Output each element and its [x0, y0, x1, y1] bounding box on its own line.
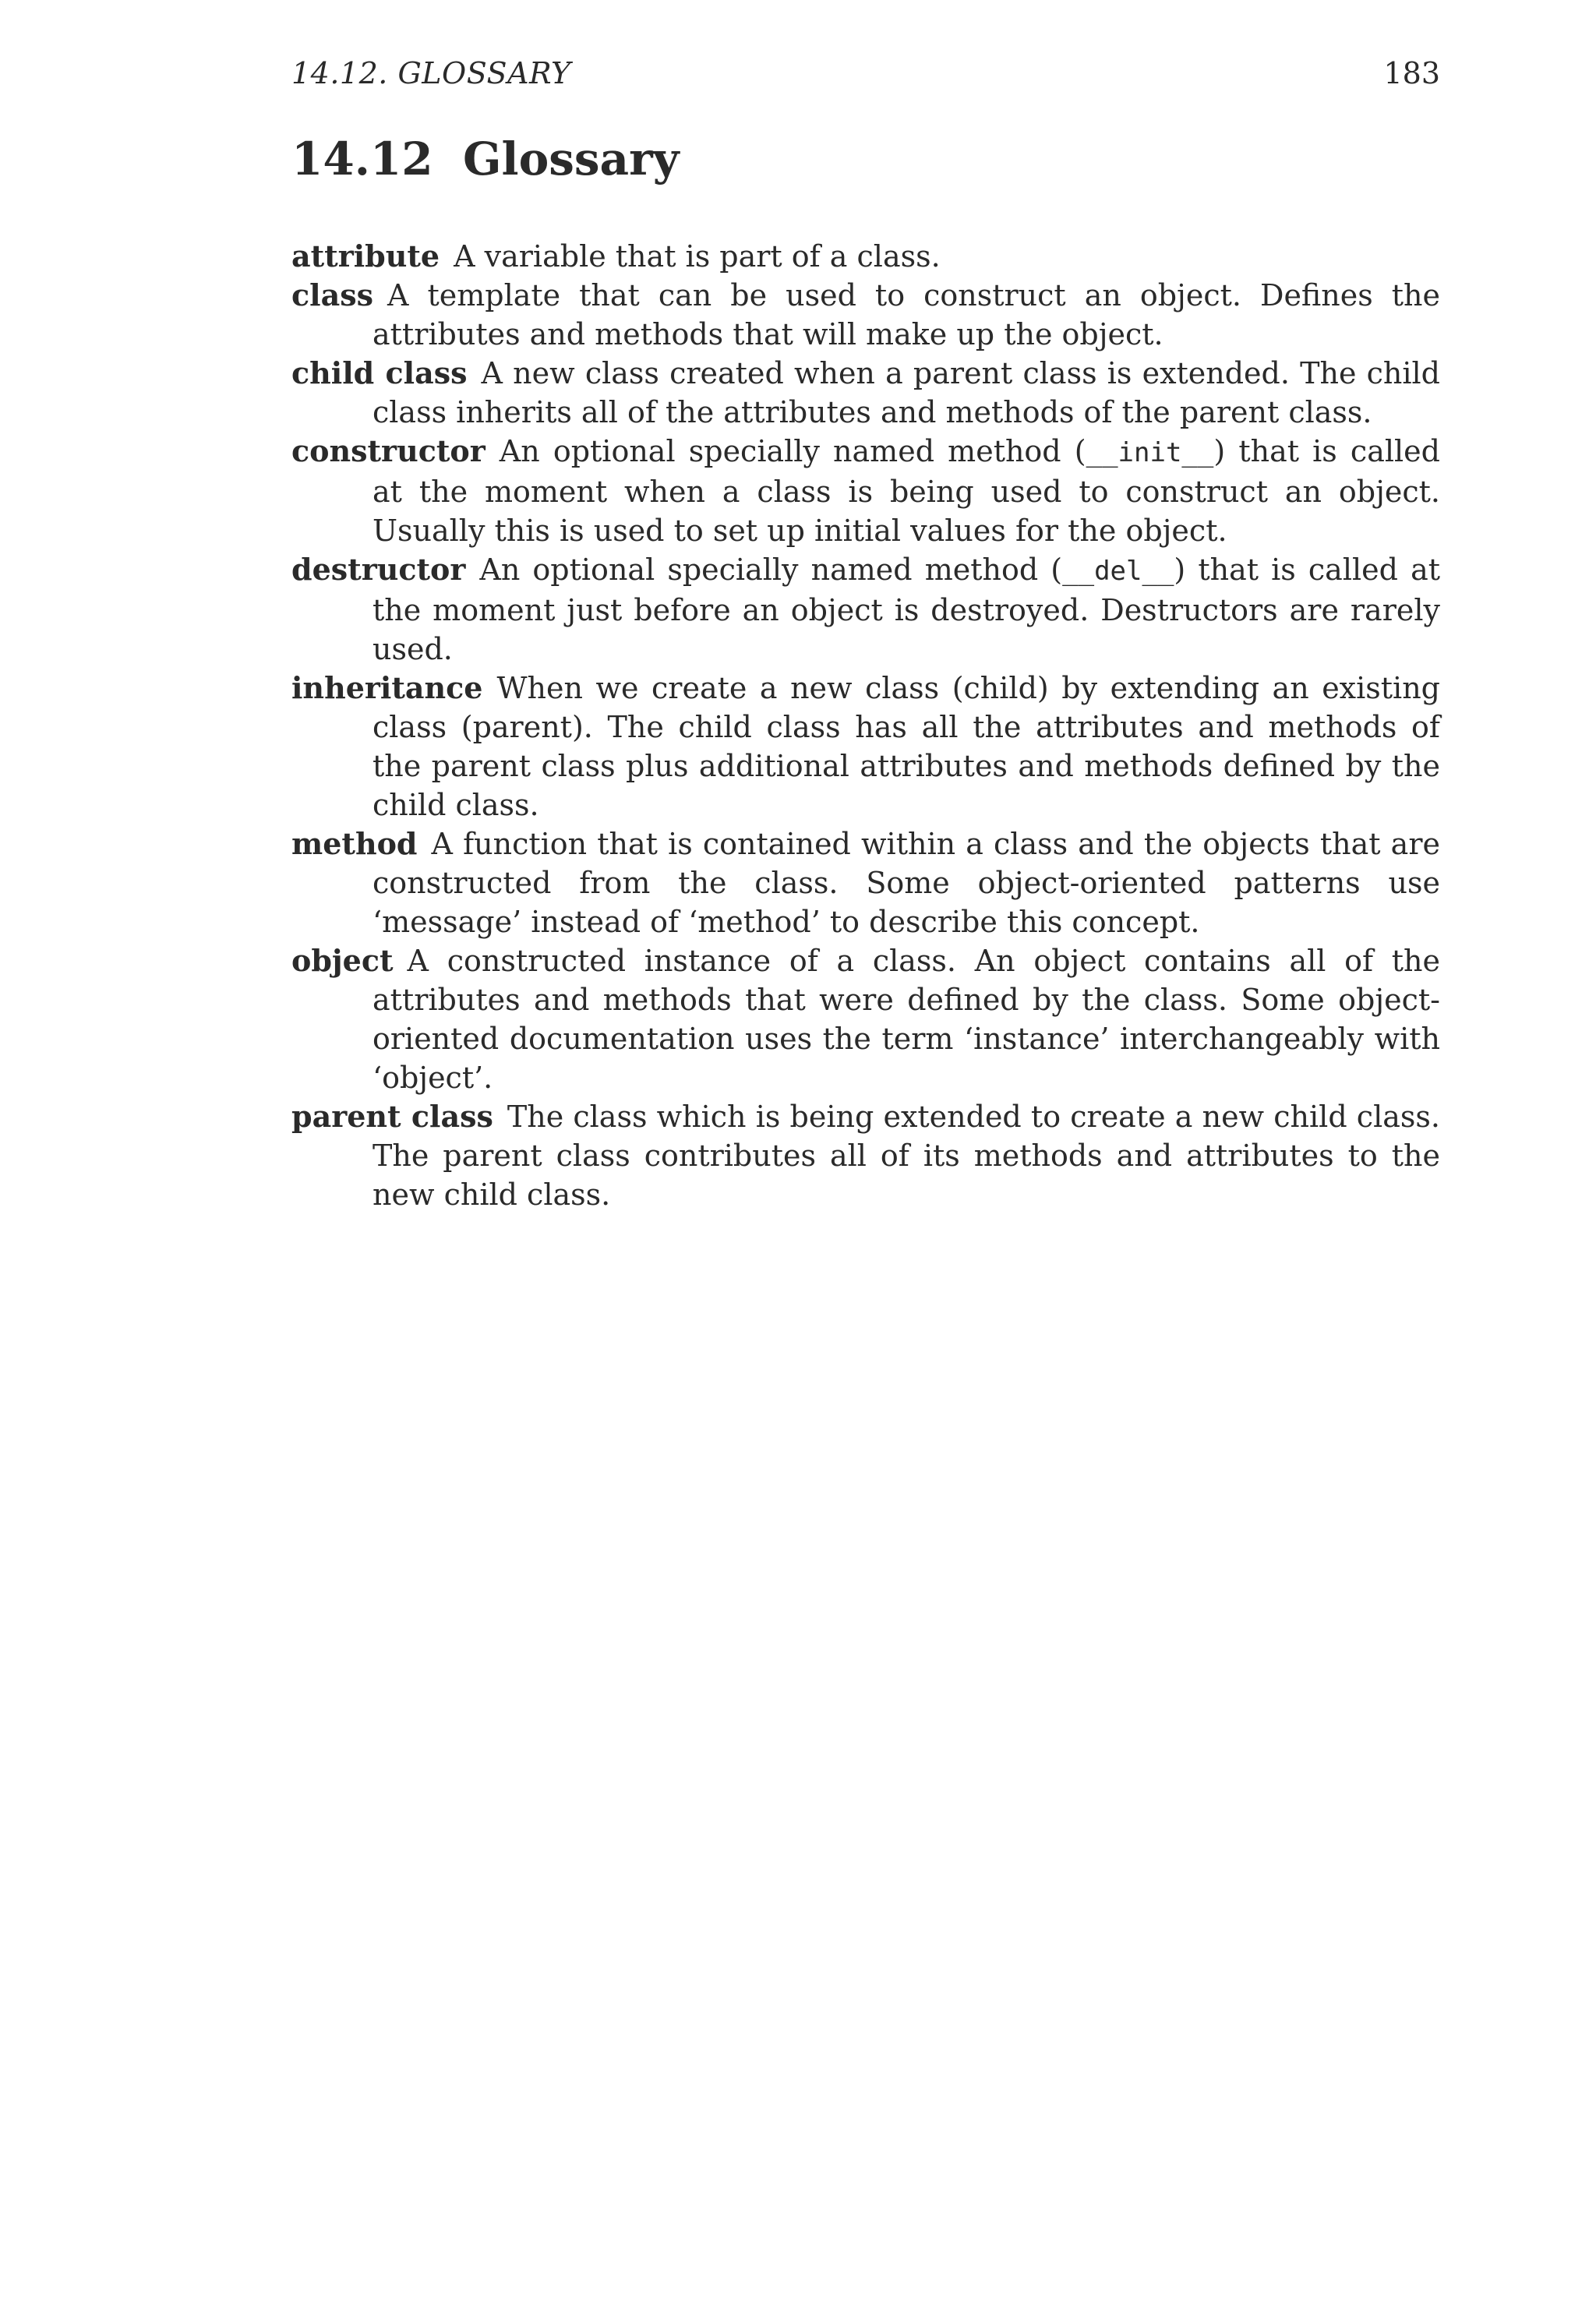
glossary-entry-inheritance	[291, 669, 1440, 824]
glossary-entry-destructor	[291, 550, 1440, 669]
glossary-definition: A variable that is part of a class.	[454, 239, 941, 274]
glossary-entry-parent-class	[291, 1097, 1440, 1214]
section-title: Glossary	[463, 132, 680, 185]
glossary-definition: A constructed instance of a class. An object contains all of the attributes and methods that were defined by the class. Some object-oriented documentation uses the term ‘instance’ interchangeably with ‘object’.	[373, 944, 1440, 1095]
glossary-list	[291, 237, 1440, 1214]
glossary-term: constructor	[291, 433, 486, 468]
glossary-entry-constructor	[291, 432, 1440, 550]
glossary-entry-class	[291, 276, 1440, 354]
glossary-term: class	[291, 277, 373, 312]
glossary-definition: When we create a new class (child) by extending an existing class (parent). The child class has all the attributes and methods of the parent class plus additional attributes and methods defined by the child class.	[373, 671, 1440, 822]
glossary-entry-object	[291, 941, 1440, 1097]
glossary-definition: The class which is being extended to create a new child class. The parent class contributes all of its methods and attributes to the new child class.	[373, 1100, 1440, 1212]
glossary-term: parent class	[291, 1099, 493, 1134]
running-header	[291, 56, 1440, 95]
glossary-term: method	[291, 826, 418, 861]
glossary-definition-end: ) that is called at the moment just before an object is destroyed. Destructors are rarely used.	[373, 553, 1440, 666]
glossary-definition: A function that is contained within a class and the objects that are constructed from the class. Some object-oriented patterns use ‘message’ instead of ‘method’ to describe this concept.	[373, 827, 1440, 939]
page-number: 183	[1383, 56, 1440, 90]
glossary-entry-method	[291, 824, 1440, 941]
glossary-definition-start: An optional specially named method (	[499, 434, 1086, 468]
glossary-definition-start: An optional specially named method (	[479, 553, 1063, 587]
glossary-term: inheritance	[291, 670, 483, 705]
glossary-definition: A template that can be used to construct an object. Defines the attributes and methods that will make up the object.	[373, 278, 1440, 351]
glossary-entry-attribute	[291, 237, 1440, 276]
section-number: 14.12	[291, 132, 433, 185]
glossary-term: destructor	[291, 552, 466, 587]
running-title: 14.12. GLOSSARY	[291, 56, 571, 90]
glossary-definition-end: ) that is called at the moment when a class is being used to construct an object. Usually this is used to set up initial values for the object.	[373, 434, 1440, 548]
glossary-term: attribute	[291, 238, 440, 274]
code-identifier: __init__	[1086, 437, 1214, 468]
glossary-term: object	[291, 943, 394, 978]
code-identifier: __del__	[1062, 556, 1174, 587]
glossary-term: child class	[291, 355, 468, 390]
glossary-definition: A new class created when a parent class is extended. The child class inherits all of the attributes and methods of the parent class.	[373, 356, 1441, 429]
glossary-entry-child-class	[291, 354, 1440, 432]
section-heading	[291, 132, 679, 185]
